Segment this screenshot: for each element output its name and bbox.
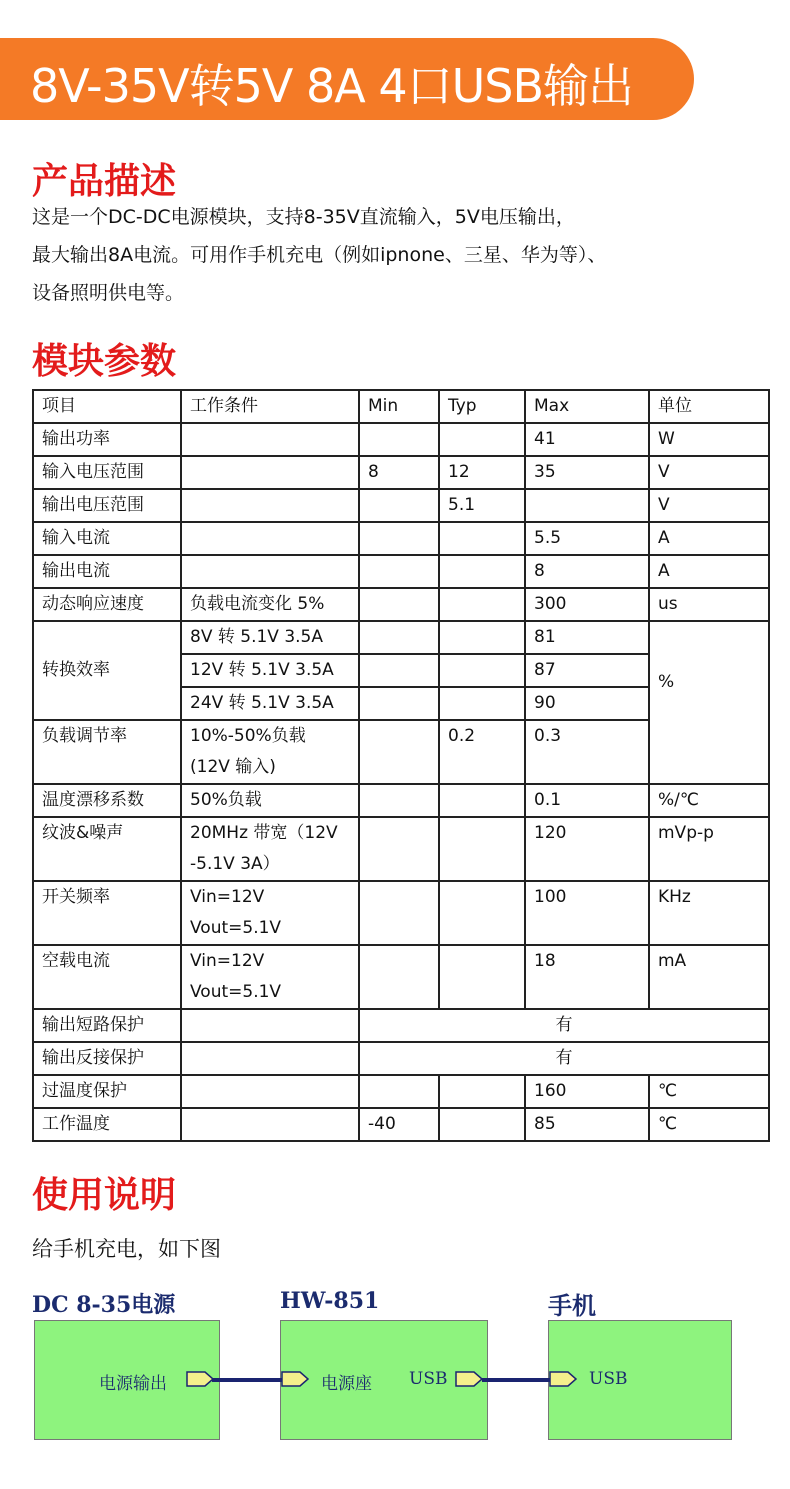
col-header-min: Min (359, 390, 439, 423)
cell-typ: 12 (439, 456, 525, 489)
cell-item: 纹波&噪声 (33, 817, 181, 881)
table-row (33, 1075, 769, 1108)
cell-unit: % (649, 621, 769, 784)
cell-condition: 负载电流变化 5% (181, 588, 359, 621)
cell-max: 5.5 (525, 522, 649, 555)
power-cable (212, 1378, 282, 1382)
cell-condition (181, 720, 359, 784)
cell-condition: 24V 转 5.1V 3.5A (181, 687, 359, 720)
cell-item: 工作温度 (33, 1108, 181, 1141)
cell-min: 8 (359, 456, 439, 489)
usb-output-port-icon (455, 1371, 483, 1387)
cell-typ (439, 817, 525, 881)
table-row (33, 881, 769, 945)
table-row (33, 945, 769, 1009)
col-header-condition: 工作条件 (181, 390, 359, 423)
cell-condition (181, 1075, 359, 1108)
cell-max: 0.3 (525, 720, 649, 784)
table-row (33, 423, 769, 456)
cell-condition-line: Vout=5.1V (190, 982, 282, 1002)
cell-typ (439, 945, 525, 1009)
cell-condition-line: 20MHz 带宽（12V (190, 823, 338, 843)
cell-max: 81 (525, 621, 649, 654)
usage-heading: 使用说明 (32, 1175, 177, 1216)
cell-typ: 0.2 (439, 720, 525, 784)
cell-max: 0.1 (525, 784, 649, 817)
cell-value: 有 (359, 1042, 769, 1075)
cell-condition (181, 1108, 359, 1141)
cell-condition-line: 10%-50%负载 (190, 726, 306, 746)
cell-item: 输入电压范围 (33, 456, 181, 489)
phone-box (548, 1320, 732, 1440)
col-header-unit: 单位 (649, 390, 769, 423)
cell-value: 有 (359, 1009, 769, 1042)
cell-typ (439, 881, 525, 945)
cell-min (359, 588, 439, 621)
module-title: HW-851 (280, 1288, 380, 1314)
cell-item: 输出反接保护 (33, 1042, 181, 1075)
cell-unit: mA (649, 945, 769, 1009)
cell-max: 18 (525, 945, 649, 1009)
cell-max: 35 (525, 456, 649, 489)
cell-condition: 12V 转 5.1V 3.5A (181, 654, 359, 687)
title-banner (0, 38, 694, 120)
power-source-title: DC 8-35电源 (32, 1292, 176, 1318)
cell-typ (439, 1075, 525, 1108)
cell-item: 动态响应速度 (33, 588, 181, 621)
table-row (33, 784, 769, 817)
table-row (33, 817, 769, 881)
connection-diagram (32, 1280, 732, 1472)
cell-min (359, 1075, 439, 1108)
cell-max: 120 (525, 817, 649, 881)
usage-text: 给手机充电，如下图 (32, 1237, 221, 1261)
phone-usb-label: USB (589, 1369, 628, 1389)
table-row (33, 621, 769, 654)
cell-item: 温度漂移系数 (33, 784, 181, 817)
col-header-item: 项目 (33, 390, 181, 423)
cell-max: 41 (525, 423, 649, 456)
cell-condition (181, 423, 359, 456)
cell-typ (439, 1108, 525, 1141)
cell-condition (181, 817, 359, 881)
spec-table (32, 389, 770, 1142)
phone-title: 手机 (548, 1291, 596, 1320)
cell-unit: A (649, 555, 769, 588)
params-heading: 模块参数 (32, 341, 177, 382)
cell-condition-line: -5.1V 3A） (190, 854, 280, 874)
cell-condition (181, 522, 359, 555)
cell-min (359, 881, 439, 945)
table-row (33, 522, 769, 555)
cell-condition-line: (12V 输入) (190, 757, 276, 777)
description-line-2: 最大输出8A电流。可用作手机充电（例如ipnone、三星、华为等）、 (32, 244, 607, 266)
cell-max: 160 (525, 1075, 649, 1108)
cell-min (359, 784, 439, 817)
cell-typ (439, 423, 525, 456)
cell-typ (439, 522, 525, 555)
cell-item: 输出短路保护 (33, 1009, 181, 1042)
usb-cable (482, 1378, 550, 1382)
cell-min (359, 687, 439, 720)
cell-typ (439, 654, 525, 687)
table-row (33, 456, 769, 489)
cell-item: 输出电压范围 (33, 489, 181, 522)
usb-input-port-icon (549, 1371, 577, 1387)
power-socket-label: 电源座 (321, 1374, 372, 1394)
power-output-label: 电源输出 (99, 1374, 167, 1394)
table-row (33, 489, 769, 522)
cell-min (359, 621, 439, 654)
power-input-port-icon (281, 1371, 309, 1387)
description-line-1: 这是一个DC-DC电源模块，支持8-35V直流输入，5V电压输出， (32, 206, 575, 228)
cell-typ (439, 555, 525, 588)
power-source-box (34, 1320, 220, 1440)
cell-unit: V (649, 456, 769, 489)
usb-out-label: USB (409, 1369, 448, 1389)
table-row (33, 1009, 769, 1042)
description-heading: 产品描述 (32, 161, 177, 202)
col-header-typ: Typ (439, 390, 525, 423)
cell-min (359, 522, 439, 555)
cell-typ: 5.1 (439, 489, 525, 522)
cell-item: 空载电流 (33, 945, 181, 1009)
cell-item: 输入电流 (33, 522, 181, 555)
cell-condition (181, 489, 359, 522)
cell-item: 输出电流 (33, 555, 181, 588)
cell-condition-line: Vin=12V (190, 951, 265, 971)
cell-unit: ℃ (649, 1108, 769, 1141)
cell-item: 负载调节率 (33, 720, 181, 784)
cell-unit: A (649, 522, 769, 555)
cell-condition (181, 1042, 359, 1075)
cell-item: 输出功率 (33, 423, 181, 456)
cell-unit: %/℃ (649, 784, 769, 817)
cell-unit: V (649, 489, 769, 522)
cell-typ (439, 784, 525, 817)
cell-condition: 8V 转 5.1V 3.5A (181, 621, 359, 654)
cell-unit: mVp-p (649, 817, 769, 881)
cell-item: 过温度保护 (33, 1075, 181, 1108)
cell-unit: KHz (649, 881, 769, 945)
power-output-port-icon (186, 1371, 214, 1387)
cell-max: 90 (525, 687, 649, 720)
cell-min (359, 654, 439, 687)
cell-condition (181, 945, 359, 1009)
cell-min (359, 423, 439, 456)
table-header-row (33, 390, 769, 423)
cell-max: 100 (525, 881, 649, 945)
cell-min (359, 555, 439, 588)
cell-min (359, 817, 439, 881)
table-row (33, 555, 769, 588)
description-text (32, 198, 772, 312)
table-row (33, 1042, 769, 1075)
cell-typ (439, 621, 525, 654)
cell-typ (439, 588, 525, 621)
cell-min (359, 945, 439, 1009)
cell-condition (181, 1009, 359, 1042)
cell-typ (439, 687, 525, 720)
cell-max: 8 (525, 555, 649, 588)
cell-condition: 50%负载 (181, 784, 359, 817)
cell-max: 300 (525, 588, 649, 621)
cell-max: 87 (525, 654, 649, 687)
cell-condition (181, 881, 359, 945)
table-row (33, 588, 769, 621)
cell-min (359, 489, 439, 522)
description-line-3: 设备照明供电等。 (32, 282, 185, 304)
cell-min (359, 720, 439, 784)
cell-max (525, 489, 649, 522)
cell-item: 转换效率 (33, 621, 181, 720)
cell-condition-line: Vout=5.1V (190, 918, 282, 938)
cell-item: 开关频率 (33, 881, 181, 945)
cell-condition (181, 456, 359, 489)
table-row (33, 1108, 769, 1141)
cell-condition (181, 555, 359, 588)
cell-unit: us (649, 588, 769, 621)
cell-condition-line: Vin=12V (190, 887, 265, 907)
cell-unit: ℃ (649, 1075, 769, 1108)
cell-min: -40 (359, 1108, 439, 1141)
col-header-max: Max (525, 390, 649, 423)
cell-unit: W (649, 423, 769, 456)
cell-max: 85 (525, 1108, 649, 1141)
module-box (280, 1320, 488, 1440)
page-title: 8V-35V转5V 8A 4口USB输出 (30, 59, 634, 113)
